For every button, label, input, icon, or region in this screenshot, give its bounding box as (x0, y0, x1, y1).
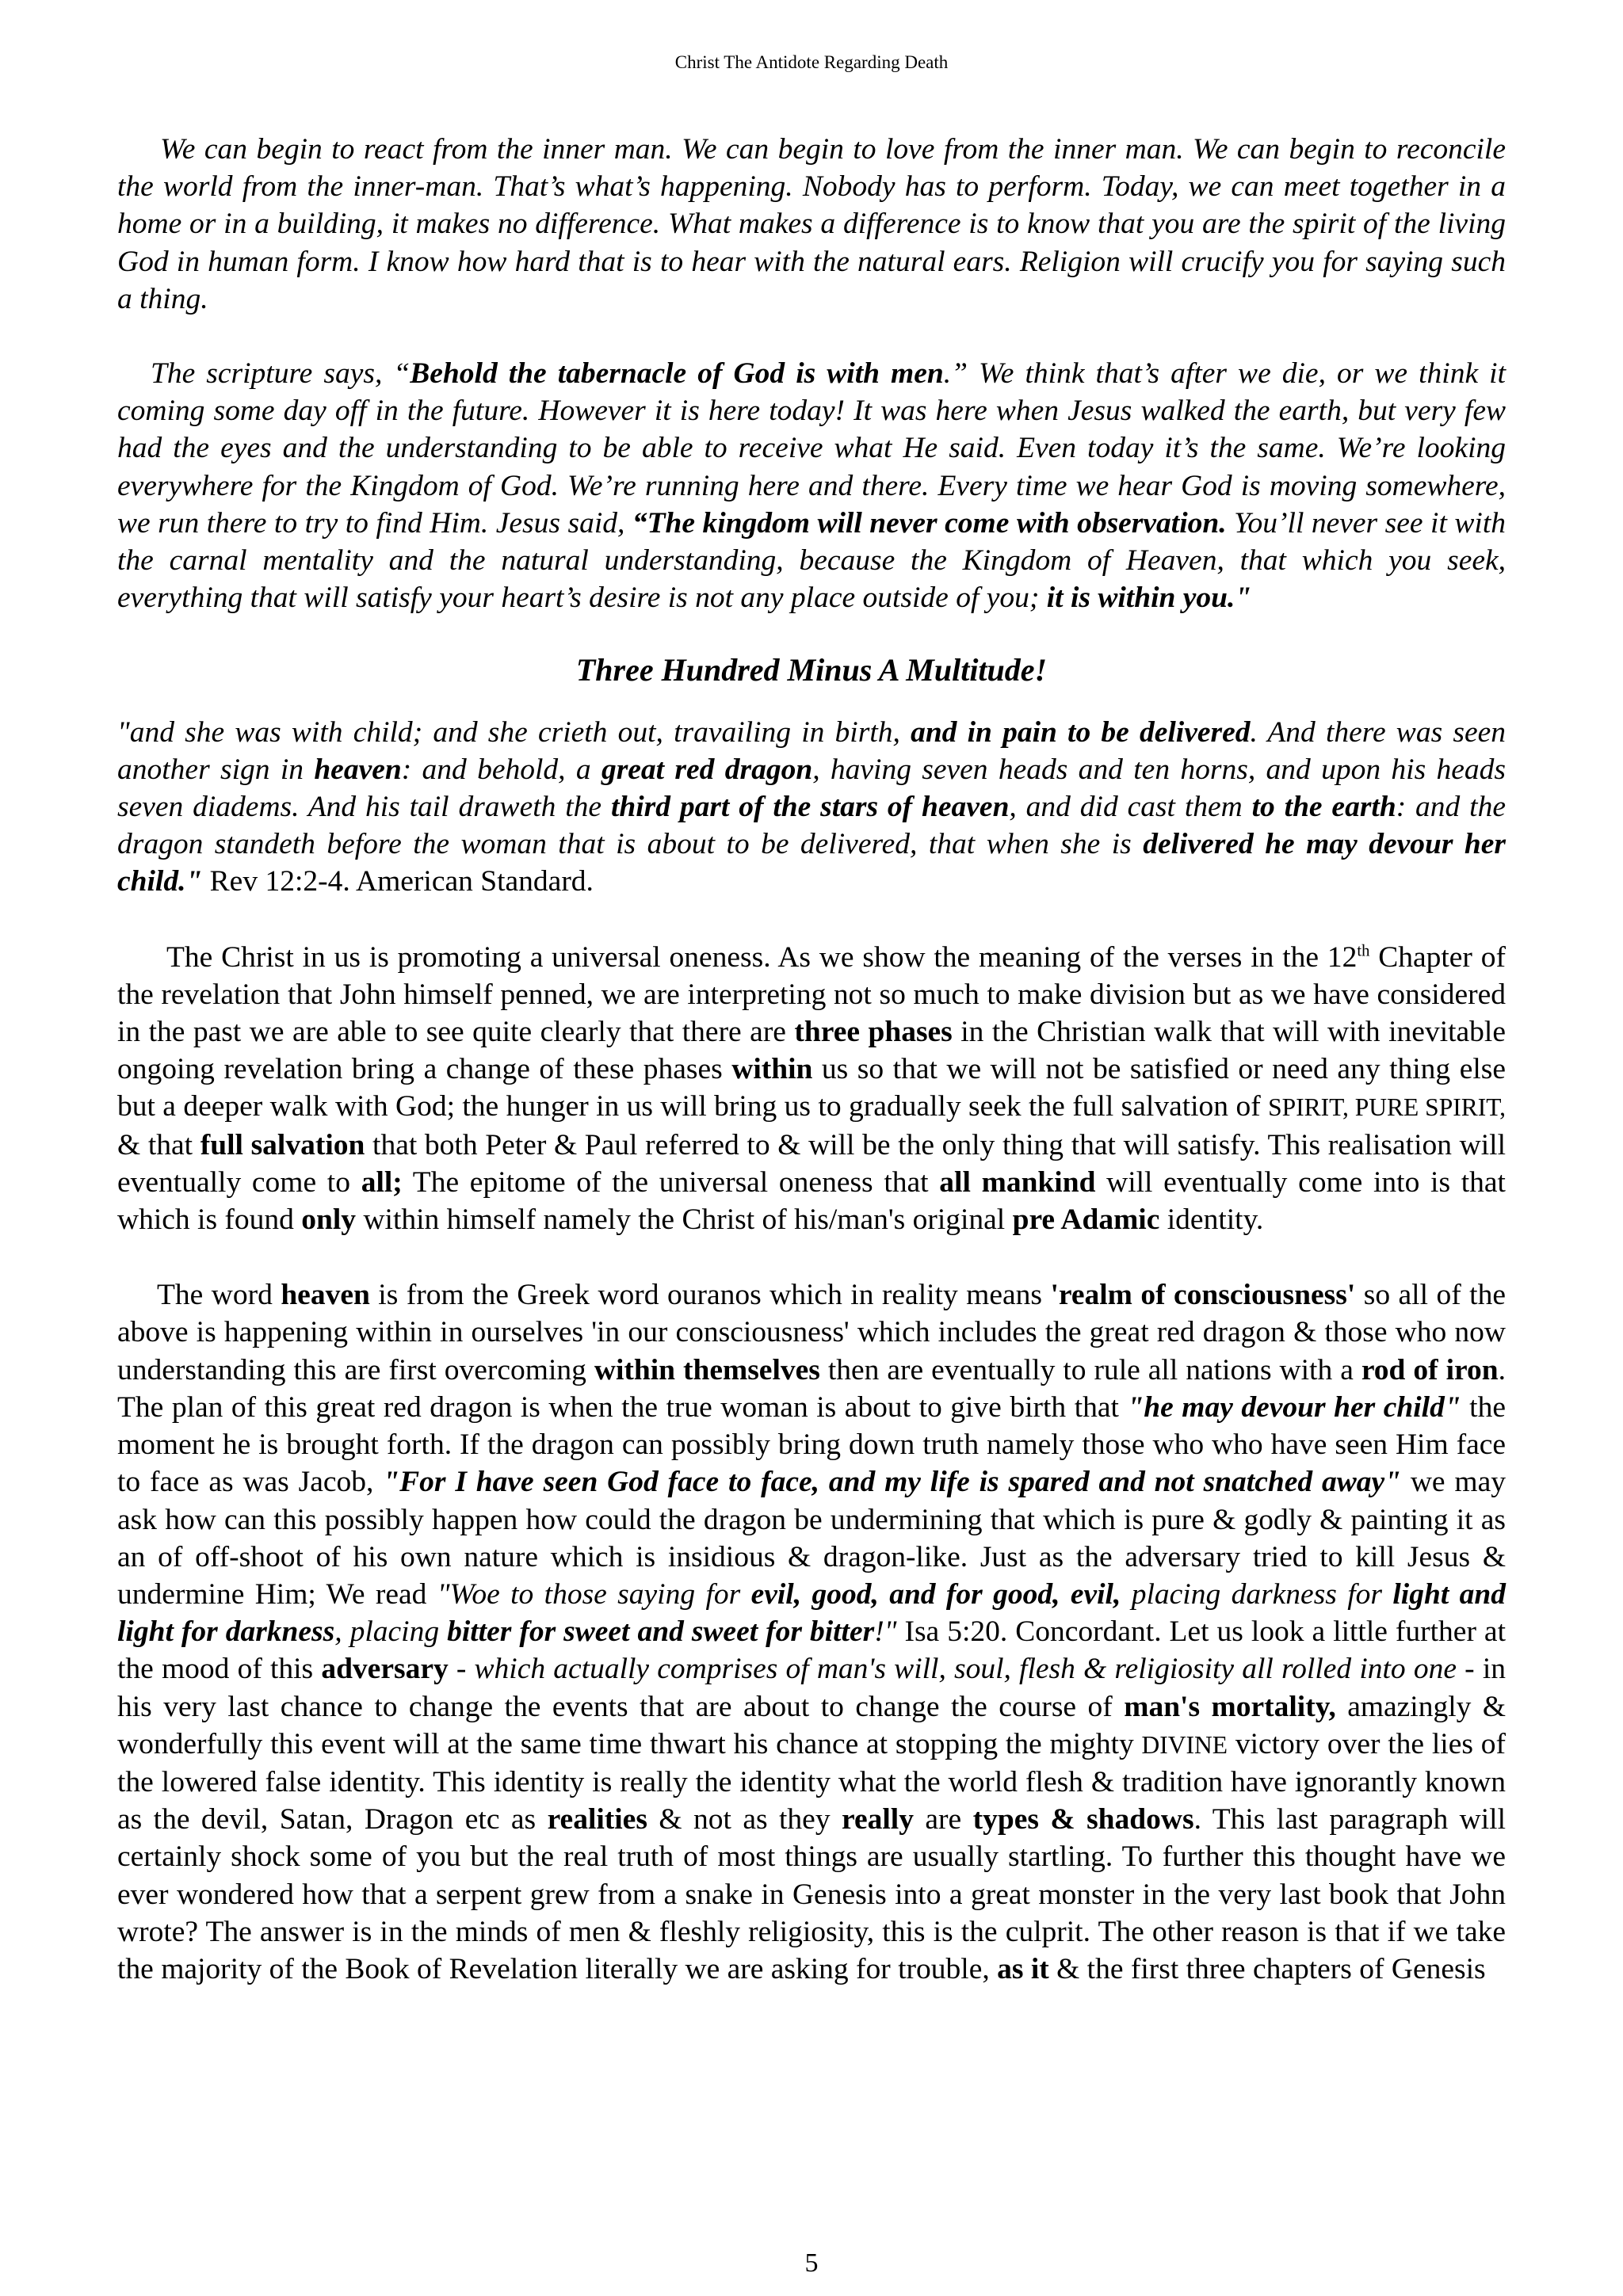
emphasis: to the earth (1251, 791, 1396, 824)
italic-quote: "Woe to those saying for (437, 1577, 751, 1611)
bold-italic-quote: "he may devour her child" (1127, 1390, 1461, 1424)
emphasis: all; (361, 1165, 403, 1199)
text-run: & that (117, 1128, 200, 1161)
text-run: amazingly & wonderfully this event will at the same time thwart his chance at stopping the mighty (117, 1690, 1507, 1760)
text-run: "and she was with child; and she crieth out, travailing in birth, (117, 715, 911, 749)
emphasis: 'realm of consciousness' (1050, 1279, 1356, 1312)
text-run: within himself namely the Christ of his/man's original (356, 1203, 1013, 1237)
italic-quote: !" (874, 1615, 897, 1649)
text-run: is from the Greek word ouranos which in reality means (369, 1279, 1051, 1312)
emphasis: heaven (314, 753, 402, 786)
italic-quote: placing darkness for (1121, 1577, 1393, 1611)
emphasis: types & shadows (972, 1803, 1194, 1836)
text-run: victory over the lies of the lowered false identity. This identity is really the identity what the world flesh & tradition have ignorantly known as the devil, Satan, Dragon etc as (117, 1727, 1506, 1836)
text-run: then are eventually to rule all nations with a (819, 1353, 1361, 1386)
emphasis: only (301, 1203, 357, 1237)
paragraph-universal-oneness (117, 939, 1506, 1239)
emphasis: really (842, 1803, 914, 1836)
emphasis: delivered he may devour her child." (117, 828, 1506, 898)
emphasis: within themselves (594, 1353, 820, 1386)
text-run: are (913, 1803, 973, 1836)
page-number: 5 (804, 2248, 819, 2278)
text-run: we may ask how can this possibly happen how could the dragon be undermining that which is pure & godly & painting it as an of off-shoot of his own nature which is insidious & dragon-like. Just as the adversary tried to kill Jesus & undermine Him; We read (117, 1466, 1506, 1611)
emphasis: pre Adamic (1012, 1203, 1160, 1237)
text-run: identity. (1159, 1203, 1264, 1237)
text-run: so all of the above is happening within in ourselves 'in our consciousness' which includes the great red dragon & those who now understanding this are first overcoming (117, 1279, 1506, 1386)
scripture-reference: Rev 12:2-4. American Standard. (202, 865, 594, 898)
emphasis: it is within you." (1046, 582, 1252, 615)
bold-italic-quote: evil, good, and for good, evil, (750, 1577, 1121, 1611)
section-heading: Three Hundred Minus A Multitude! (575, 652, 1048, 688)
emphasis: rod of iron (1361, 1353, 1499, 1386)
emphasis: within (731, 1053, 813, 1086)
emphasis: realities (547, 1803, 647, 1836)
emphasis: third part of the stars of heaven (610, 791, 1010, 824)
text-run: The epitome of the universal oneness that (402, 1165, 940, 1199)
text-run: : and behold, a (401, 753, 601, 786)
bold-italic-quote: bitter for sweet and sweet for bitter (447, 1615, 875, 1649)
page-body (117, 131, 1506, 1988)
emphasis: Behold the tabernacle of God is with men (410, 357, 944, 391)
text-run: . This last paragraph will certainly shock some of you but the real truth of most things are usually startling. To further this thought have we ever wondered how that a serpent grew from a snake in Genesis into a great monster in the very last book that John wrote? The answer is in the minds of men & fleshly religiosity, this is the culprit. The other reason is that if we take the majority of the Book of Revelation literally we are asking for trouble, (117, 1803, 1507, 1985)
text-run: the moment he is brought forth. If the dragon can possibly bring down truth namely those who who have seen Him face to face as was Jacob, (117, 1390, 1506, 1499)
text-run: The scripture says, “ (151, 357, 411, 391)
small-caps-text: SPIRIT, PURE SPIRIT, (1268, 1093, 1506, 1122)
text-run: Chapter of the revelation that John himself penned, we are interpreting not so much to make division but as we have considered in the past we are able to see quite clearly that there are (117, 940, 1506, 1049)
scripture-quote (117, 714, 1506, 901)
italic-aside: - which actually comprises of man's will, soul, flesh & religiosity all rolled into one (448, 1653, 1457, 1686)
text-run: will eventually come into is that which is found (117, 1165, 1506, 1237)
bold-italic-quote: "For I have seen God face to face, and my life is spared and not snatched away" (383, 1466, 1401, 1499)
text-run: The Christ in us is promoting a universal oneness. As we show the meaning of the verses in the 12 (166, 940, 1358, 974)
text-run: : and the dragon standeth before the woman that is about to be delivered, that when she is (117, 791, 1506, 861)
text-run: .” We think that’s after we die, or we think it coming some day off in the future. However it is here today! It was here when Jesus walked the earth, but very few had the eyes and the understanding to be able to receive what He said. Even today it’s the same. We’re looking everywhere for the Kingdom of God. We’re running here and there. Every time we hear God is moving somewhere, we run there to try to find Him. Jesus said, (117, 357, 1507, 540)
text-run: in the Christian walk that will with inevitable ongoing revelation bring a change of these phases (117, 1016, 1506, 1086)
running-header: Christ The Antidote Regarding Death (674, 52, 949, 72)
text-run: - in his very last chance to change the events that are about to change the course of (117, 1653, 1506, 1723)
emphasis: adversary (321, 1653, 449, 1686)
text-run: & the first three chapters of Genesis (1048, 1952, 1486, 1985)
superscript: th (1357, 942, 1370, 960)
text-run: You’ll never see it with the carnal mentality and the natural understanding, because the Kingdom of Heaven, that which you seek, everything that will satisfy your heart’s desire is not any place outside of you; (117, 506, 1506, 615)
emphasis: as it (997, 1952, 1049, 1985)
text-run: , having seven heads and ten horns, and upon his heads seven diadems. And his tail draweth the (117, 753, 1506, 824)
small-caps-text: DIVINE (1141, 1730, 1228, 1759)
paragraph-text: We can begin to react from the inner man. We can begin to love from the inner man. We can begin to reconcile the world from the inner-man. That’s what’s happening. Nobody has to perform. Today, we can meet together in a home or in a building, it makes no difference. What makes a difference is to know that you are the spirit of the living God in human form. I know how hard that is to hear with the natural ears. Religion will crucify you for saying such a thing. (117, 133, 1506, 315)
text-run: us so that we will not be satisfied or need any thing else but a deeper walk with God; the hunger in us will bring us to gradually seek the full salvation of (117, 1053, 1507, 1123)
emphasis: great red dragon (601, 753, 813, 786)
text-run: & not as they (647, 1803, 842, 1836)
emphasis: man's mortality, (1124, 1690, 1336, 1723)
text-run: that both Peter & Paul referred to & will be the only thing that will satisfy. This realisation will eventually come to (117, 1128, 1506, 1199)
emphasis: heaven (281, 1279, 370, 1312)
text-run: . The plan of this great red dragon is when the true woman is about to give birth that (117, 1353, 1506, 1424)
emphasis: “The kingdom will never come with observation. (632, 506, 1227, 540)
emphasis: and in pain to be delivered (911, 715, 1251, 749)
emphasis: full salvation (200, 1128, 365, 1161)
emphasis: three phases (794, 1016, 953, 1049)
paragraph-inner-man (117, 131, 1506, 318)
text-run: , and did cast them (1009, 791, 1252, 824)
paragraph-heaven-consciousness (117, 1276, 1506, 1988)
text-run: Isa 5:20. Concordant. Let us look a little further at the mood of this (117, 1615, 1507, 1686)
paragraph-tabernacle (117, 355, 1506, 616)
text-run: The word (157, 1279, 281, 1312)
bold-italic-quote: light and light for darkness (117, 1577, 1506, 1649)
text-run: . And there was seen another sign in (117, 715, 1506, 786)
italic-quote: , placing (334, 1615, 448, 1649)
emphasis: all mankind (939, 1165, 1096, 1199)
